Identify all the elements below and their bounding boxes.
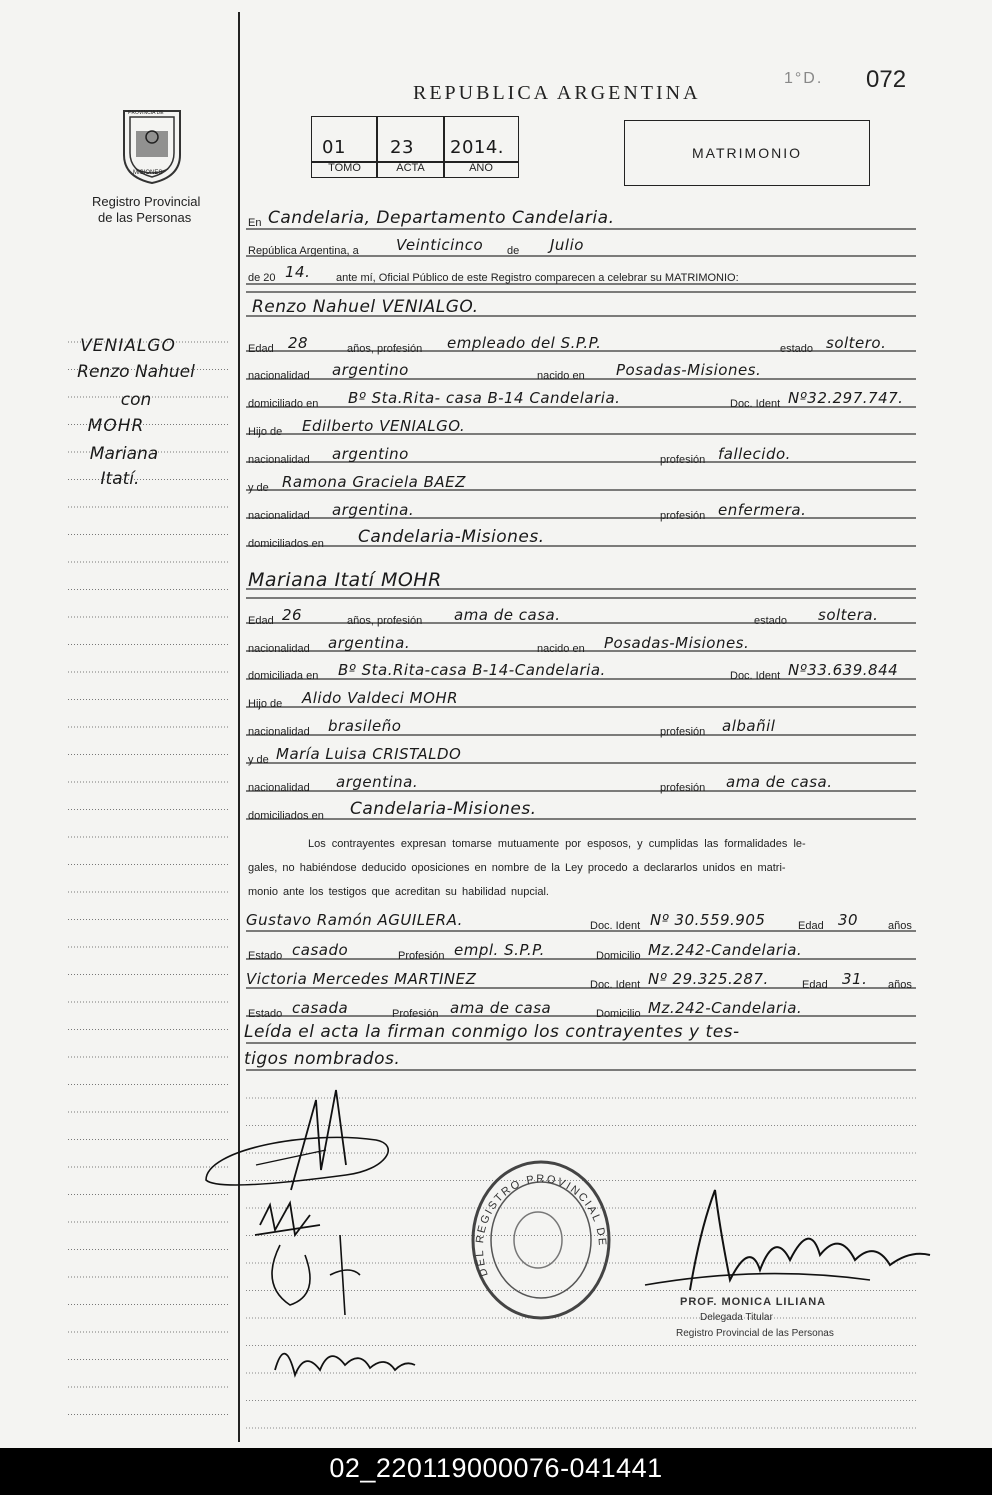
anio-label: AÑO (469, 162, 493, 174)
groom-age: 28 (288, 334, 309, 352)
nacionalidad-label: nacionalidad (248, 370, 310, 382)
bride-father: Alido Valdeci MOHR (302, 689, 459, 707)
hijo-label: Hijo de (248, 426, 283, 438)
signature-groom (196, 1080, 406, 1210)
nacido-label: nacido en (537, 370, 585, 382)
emblem-text-top: PROVINCIA DE (128, 110, 164, 116)
anos-label: años (888, 979, 912, 991)
republica-label: República Argentina, a (248, 245, 359, 257)
registry-name-line1: Registro Provincial (92, 194, 201, 209)
nacionalidad-label: nacionalidad (248, 454, 310, 466)
edad-label: Edad (802, 979, 828, 991)
anos-label: años, profesión (347, 343, 423, 355)
witness-profession: empl. S.P.P. (454, 941, 545, 959)
day-value: Veinticinco (396, 236, 484, 254)
bride-mother-profession: ama de casa. (726, 773, 833, 791)
estado-label: Estado (248, 950, 283, 962)
tomo-value: 01 (322, 137, 346, 158)
bride-civil-status: soltera. (818, 606, 879, 624)
doc-label: Doc. Ident (730, 670, 781, 682)
nacionalidad-label: nacionalidad (248, 510, 310, 522)
seal-text: DEL REGISTRO PROVINCIAL DE (473, 1173, 609, 1278)
nacionalidad-label: nacionalidad (248, 782, 310, 794)
bride-name: Mariana Itatí MOHR (248, 569, 442, 591)
acta-label: ACTA (396, 162, 425, 174)
nacionalidad-label: nacionalidad (248, 643, 310, 655)
groom-civil-status: soltero. (826, 334, 887, 352)
record-type: MATRIMONIO (692, 145, 802, 161)
signature-witness (270, 1330, 430, 1390)
witness-civil-status: casada (292, 999, 349, 1017)
groom-mother-nationality: argentina. (332, 501, 415, 519)
country-title: REPUBLICA ARGENTINA (413, 82, 701, 104)
groom-address: Bº Sta.Rita- casa B-14 Candelaria. (348, 389, 621, 407)
anio-value: 2014. (450, 137, 505, 158)
bride-father-nationality: brasileño (328, 717, 402, 735)
witness-civil-status: casado (292, 941, 349, 959)
witness-profession: ama de casa (450, 999, 552, 1017)
estado-label: Estado (248, 1008, 283, 1020)
witness-document: Nº 30.559.905 (650, 911, 766, 929)
margin-note-line: Mariana (89, 444, 159, 464)
place-value: Candelaria, Departamento Candelaria. (268, 208, 615, 228)
profesion-label: profesión (660, 782, 706, 794)
anos-label: años (888, 920, 912, 932)
hijo-label: Hijo de (248, 698, 283, 710)
bride-mother-nationality: argentina. (336, 773, 419, 791)
document-id: 02_220119000076-041441 (0, 1448, 992, 1495)
groom-father-nationality: argentino (332, 445, 409, 463)
bride-address: Bº Sta.Rita-casa B-14-Candelaria. (338, 661, 606, 679)
profesion-label: profesión (660, 454, 706, 466)
margin-rule (238, 12, 240, 1442)
official-role: Delegada Titular (700, 1312, 773, 1323)
bride-father-profession: albañil (722, 717, 776, 735)
groom-name: Renzo Nahuel VENIALGO. (252, 297, 479, 317)
witness-address: Mz.242-Candelaria. (648, 999, 803, 1017)
domiciliada-label: domiciliada en (248, 670, 319, 682)
nacido-label: nacido en (537, 643, 585, 655)
margin-note-line: con (120, 390, 152, 410)
witness-address: Mz.242-Candelaria. (648, 941, 803, 959)
registry-name-line2: de las Personas (98, 210, 192, 225)
groom-document: Nº32.297.747. (788, 389, 904, 407)
edad-label: Edad (248, 343, 274, 355)
year-prefix: de 20 (248, 272, 276, 284)
bride-birthplace: Posadas-Misiones. (604, 634, 750, 652)
profesion-label: profesión (660, 726, 706, 738)
groom-profession: empleado del S.P.P. (447, 334, 602, 352)
official-name: PROF. MONICA LILIANA (680, 1296, 827, 1308)
declaration-line: gales, no habiéndose deducido oposiciones en nombre de la Ley procedo a declararlos unidos en matri- (248, 862, 786, 874)
doc-label: Doc. Ident (730, 398, 781, 410)
witness-age: 31. (842, 970, 868, 988)
groom-birthplace: Posadas-Misiones. (616, 361, 762, 379)
anos-label: años, profesión (347, 615, 423, 627)
domiciliados-label: domiciliados en (248, 810, 324, 822)
profesion-label: profesión (660, 510, 706, 522)
signature-bride (250, 1195, 380, 1325)
witness-name: Victoria Mercedes MARTINEZ (246, 970, 477, 988)
declaration-line: Los contrayentes expresan tomarse mutuamente por esposos, y cumplidas las formalidades le- (308, 838, 806, 850)
margin-note-line: VENIALGO (80, 336, 176, 356)
domiciliado-label: domiciliado en (248, 398, 319, 410)
yde-label: y de (248, 754, 269, 766)
closing-line: tigos nombrados. (244, 1049, 401, 1069)
edad-label: Edad (248, 615, 274, 627)
estado-label: estado (754, 615, 788, 627)
tomo-label: TOMO (328, 162, 361, 174)
profesion-label: Profesión (392, 1008, 439, 1020)
groom-nationality: argentino (332, 361, 409, 379)
official-seal (466, 1155, 616, 1325)
yde-label: y de (248, 482, 269, 494)
witness-name: Gustavo Ramón AGUILERA. (246, 911, 463, 929)
signature-official (640, 1170, 940, 1300)
acta-value: 23 (390, 137, 414, 158)
profesion-label: Profesión (398, 950, 445, 962)
edad-label: Edad (798, 920, 824, 932)
doc-label: Doc. Ident (590, 979, 641, 991)
domicilio-label: Domicilio (596, 1008, 641, 1020)
domicilio-label: Domicilio (596, 950, 641, 962)
domiciliados-label: domiciliados en (248, 538, 324, 550)
emblem-text-bottom: MISIONES (133, 170, 163, 176)
margin-note-line: Itatí. (100, 469, 140, 489)
de-label: de (507, 245, 520, 257)
groom-mother: Ramona Graciela BAEZ (282, 473, 466, 491)
bride-nationality: argentina. (328, 634, 411, 652)
groom-father: Edilberto VENIALGO. (302, 417, 466, 435)
margin-note-line: Renzo Nahuel (77, 362, 195, 382)
closing-line: Leída el acta la firman conmigo los contrayentes y tes- (244, 1022, 740, 1042)
nacionalidad-label: nacionalidad (248, 726, 310, 738)
bride-profession: ama de casa. (454, 606, 561, 624)
groom-parents-address: Candelaria-Misiones. (358, 527, 545, 547)
official-office: Registro Provincial de las Personas (676, 1328, 834, 1339)
bride-document: Nº33.639.844 (788, 661, 899, 679)
month-value: Julio (550, 236, 584, 254)
margin-note-line: MOHR (87, 416, 145, 436)
bride-parents-address: Candelaria-Misiones. (350, 799, 537, 819)
year-suffix: 14. (285, 263, 311, 281)
statement-text: ante mí, Oficial Público de este Registro comparecen a celebrar su MATRIMONIO: (336, 272, 739, 284)
groom-mother-profession: enfermera. (718, 501, 807, 519)
doc-label: Doc. Ident (590, 920, 641, 932)
folio-number: 072 (866, 66, 907, 93)
witness-age: 30 (838, 911, 859, 929)
groom-father-profession: fallecido. (718, 445, 791, 463)
declaration-line: monio ante los testigos que acreditan su habilidad nupcial. (248, 886, 549, 898)
witness-document: Nº 29.325.287. (648, 970, 769, 988)
bride-age: 26 (282, 606, 303, 624)
folio-stamp: 1°D. (784, 70, 824, 87)
estado-label: estado (780, 343, 814, 355)
en-label: En (248, 217, 262, 229)
bride-mother: María Luisa CRISTALDO (276, 745, 462, 763)
